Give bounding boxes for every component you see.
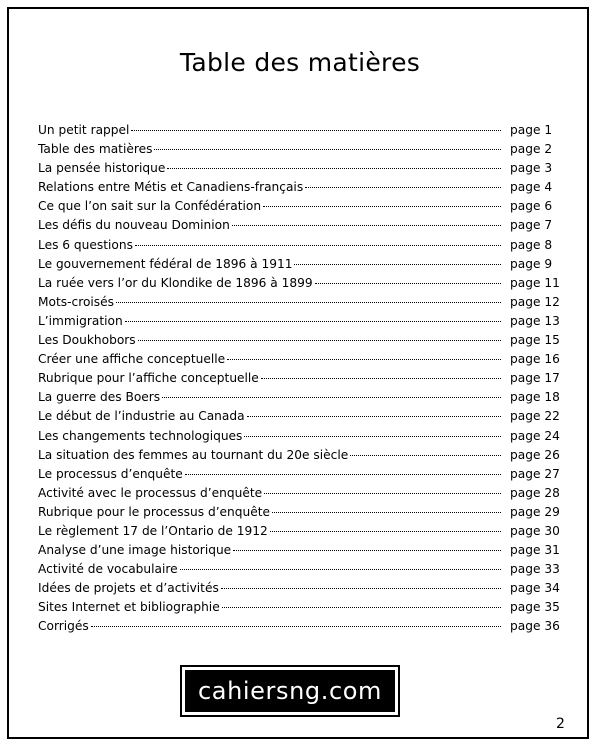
- toc-entry: [38, 409, 568, 428]
- toc-entry-page: page 29: [510, 504, 560, 519]
- toc-entry-page: page 3: [510, 161, 553, 176]
- dot-leader: [154, 149, 501, 150]
- toc-entry: [38, 257, 568, 276]
- toc-entry: [38, 371, 568, 390]
- toc-entry-label: Mots-croisés: [38, 294, 114, 309]
- dot-leader: [131, 130, 501, 131]
- toc-entry-page: page 31: [510, 543, 560, 558]
- toc-entry: [38, 199, 568, 218]
- dot-leader: [135, 245, 501, 246]
- toc-entry-page: page 18: [510, 390, 560, 405]
- dot-leader: [162, 397, 501, 398]
- dot-leader: [350, 455, 501, 456]
- toc-entry: [38, 448, 568, 467]
- toc-entry-page: page 24: [510, 428, 560, 443]
- dot-leader: [305, 187, 501, 188]
- toc-entry-page: page 35: [510, 600, 560, 615]
- brand-text: cahiersng.com: [197, 677, 383, 705]
- dot-leader: [233, 550, 501, 551]
- toc-entry-label: Rubrique pour le processus d’enquête: [38, 504, 271, 519]
- toc-entry-label: Le règlement 17 de l’Ontario de 1912: [38, 523, 268, 538]
- dot-leader: [232, 225, 501, 226]
- toc-entry-label: La situation des femmes au tournant du 20e siècle: [38, 447, 349, 462]
- toc-entry: [38, 619, 568, 638]
- dot-leader: [294, 264, 501, 265]
- toc-entry: [38, 562, 568, 581]
- toc-entry: [38, 505, 568, 524]
- page-number: 2: [556, 716, 565, 732]
- dot-leader: [125, 321, 501, 322]
- dot-leader: [91, 626, 501, 627]
- toc-entry-label: Idées de projets et d’activités: [38, 581, 219, 596]
- dot-leader: [315, 283, 501, 284]
- toc-entry: [38, 467, 568, 486]
- toc-entry-page: page 1: [510, 123, 553, 137]
- toc-entry-label: Relations entre Métis et Canadiens-français: [38, 180, 304, 195]
- dot-leader: [222, 607, 501, 608]
- toc-entry-page: page 33: [510, 562, 560, 577]
- toc-entry: [38, 161, 568, 180]
- toc-entry-page: page 22: [510, 409, 560, 424]
- toc-entry: [38, 581, 568, 600]
- toc-entry-label: Table des matières: [38, 142, 153, 157]
- toc-entry: [38, 352, 568, 371]
- toc-entry-label: Sites Internet et bibliographie: [38, 600, 220, 615]
- toc-entry-label: L’immigration: [38, 313, 123, 328]
- toc-entry: [38, 600, 568, 619]
- toc-entry-page: page 17: [510, 371, 560, 386]
- dot-leader: [185, 474, 501, 475]
- toc-entry-page: page 12: [510, 294, 560, 309]
- toc-entry-label: Le début de l’industrie au Canada: [38, 409, 245, 424]
- toc-entry: [38, 238, 568, 257]
- toc-entry-label: Analyse d’une image historique: [38, 543, 232, 558]
- dot-leader: [138, 340, 501, 341]
- toc-entry: [38, 276, 568, 295]
- toc-entry: [38, 314, 568, 333]
- toc-entry-label: Ce que l’on sait sur la Confédération: [38, 199, 262, 214]
- page-title: Table des matières: [179, 48, 421, 77]
- toc-entry-page: page 9: [510, 256, 553, 271]
- toc-entry-label: Le processus d’enquête: [38, 466, 183, 481]
- toc-entry: [38, 333, 568, 352]
- brand-logo-box: [182, 667, 398, 715]
- toc-entry-label: Le gouvernement fédéral de 1896 à 1911: [38, 256, 293, 271]
- toc-entry-page: page 36: [510, 619, 560, 634]
- dot-leader: [263, 206, 501, 207]
- toc-entry-page: page 28: [510, 485, 560, 500]
- dot-leader: [180, 569, 501, 570]
- toc-entry: [38, 218, 568, 237]
- toc-entry: [38, 390, 568, 409]
- dot-leader: [221, 588, 501, 589]
- toc-entry-label: Corrigés: [38, 619, 89, 634]
- dot-leader: [261, 378, 501, 379]
- toc-entry: [38, 295, 568, 314]
- toc-entry-page: page 2: [510, 142, 553, 157]
- toc-entry-page: page 34: [510, 581, 560, 596]
- toc-entry-page: page 26: [510, 447, 560, 462]
- toc-entry-page: page 27: [510, 466, 560, 481]
- toc-entry-label: La pensée historique: [38, 161, 166, 176]
- toc-entry-label: La ruée vers l’or du Klondike de 1896 à 1899: [38, 275, 313, 290]
- dot-leader: [270, 531, 501, 532]
- toc-entry-page: page 30: [510, 523, 560, 538]
- toc-entry-label: Les défis du nouveau Dominion: [38, 218, 230, 233]
- toc-entry-page: page 15: [510, 333, 560, 348]
- toc-entry-page: page 13: [510, 313, 560, 328]
- toc-entry-page: page 6: [510, 199, 553, 214]
- toc-entry-label: Les changements technologiques: [38, 428, 243, 443]
- toc-entry-page: page 11: [510, 275, 560, 290]
- toc-entry-label: Un petit rappel: [38, 123, 130, 137]
- toc-entry: [38, 180, 568, 199]
- dot-leader: [247, 416, 501, 417]
- toc-entry: [38, 543, 568, 562]
- toc-entry: [38, 429, 568, 448]
- toc-entry-label: La guerre des Boers: [38, 390, 161, 405]
- toc-entry: [38, 123, 568, 142]
- toc-entry-label: Les Doukhobors: [38, 333, 136, 348]
- toc-entry-page: page 8: [510, 237, 553, 252]
- toc-entry-label: Activité de vocabulaire: [38, 562, 178, 577]
- toc-entry: [38, 524, 568, 543]
- toc-entry: [38, 486, 568, 505]
- toc-entry: [38, 142, 568, 161]
- toc-entry-label: Les 6 questions: [38, 237, 133, 252]
- dot-leader: [264, 493, 501, 494]
- toc-entry-label: Créer une affiche conceptuelle: [38, 352, 226, 367]
- toc-entry-page: page 4: [510, 180, 553, 195]
- dot-leader: [227, 359, 501, 360]
- toc-entry-page: page 7: [510, 218, 553, 233]
- toc-entry-label: Activité avec le processus d’enquête: [38, 485, 263, 500]
- dot-leader: [272, 512, 501, 513]
- dot-leader: [244, 436, 501, 437]
- dot-leader: [116, 302, 501, 303]
- table-of-contents: [38, 123, 568, 639]
- toc-entry-page: page 16: [510, 352, 560, 367]
- toc-entry-label: Rubrique pour l’affiche conceptuelle: [38, 371, 259, 386]
- dot-leader: [167, 168, 501, 169]
